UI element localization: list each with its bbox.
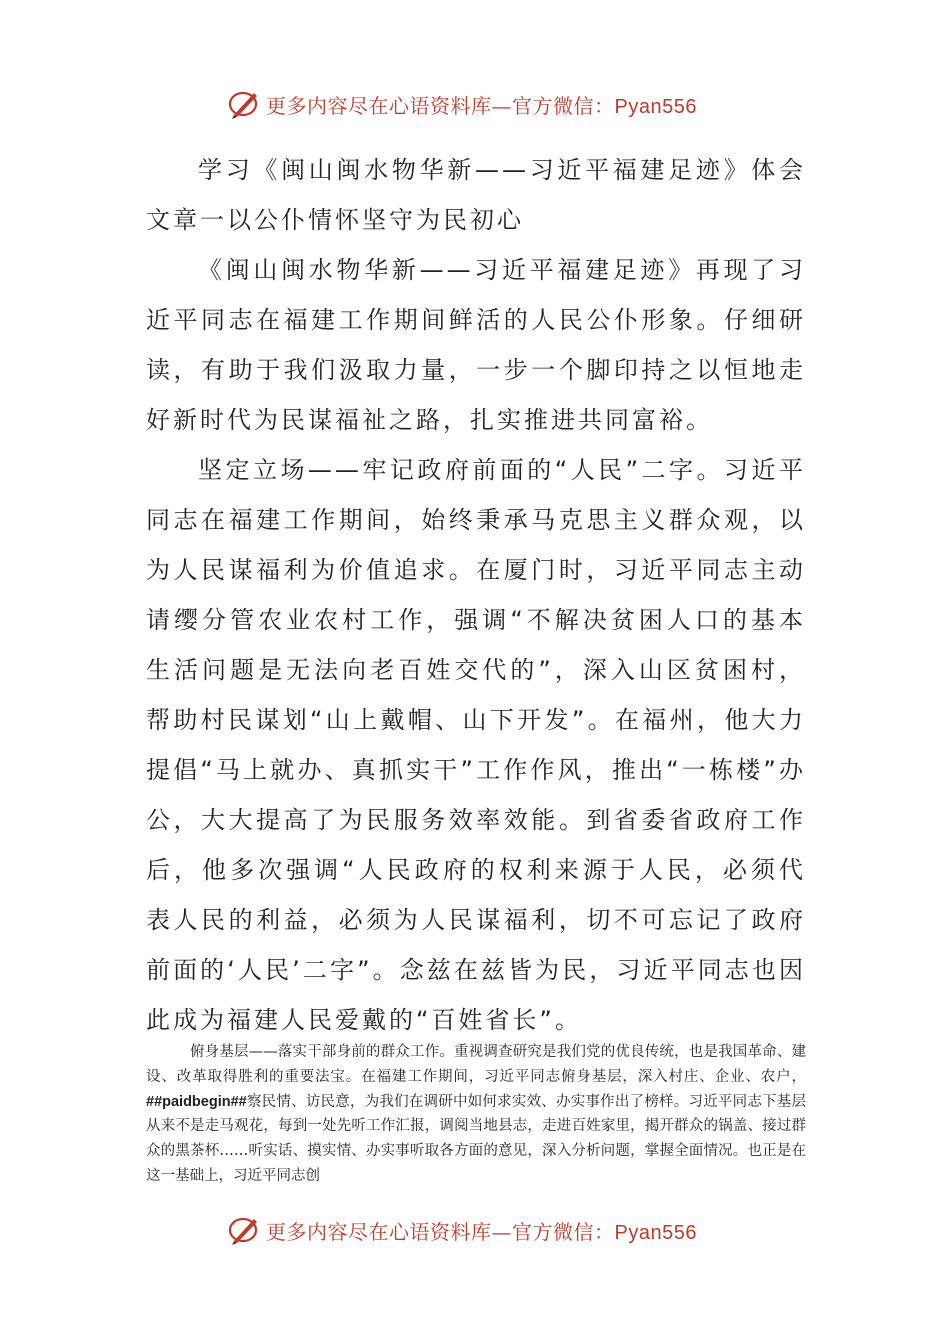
document-body [146,145,806,1045]
pen-logo-icon [228,1213,262,1247]
paragraph-stance: 坚定立场——牢记政府前面的“人民”二字。习近平同志在福建工作期间，始终秉承马克思主义群众观，以为人民谋福利为价值追求。在厦门时，习近平同志主动请缨分管农业农村工作，强调“不解决贫困人口的基本生活问题是无法向老百姓交代的”，深入山区贫困村，帮助村民谋划“山上戴帽、山下开发”。在福州，他大力提倡“马上就办、真抓实干”工作作风，推出“一栋楼”办公，大大提高了为民服务效率效能。到省委省政府工作后，他多次强调“人民政府的权利来源于人民，必须代表人民的利益，必须为人民谋福利，切不可忘记了政府前面的‘人民’二字”。念兹在兹皆为民，习近平同志也因此成为福建人民爱戴的“百姓省长”。 [146,456,806,1034]
header-wechat-id: Pyan556 [614,95,697,118]
pen-logo-icon [228,87,262,121]
paragraph-grassroots: 俯身基层——落实干部身前的群众工作。重视调查研究是我们党的优良传统，也是我国革命、建设、改革取得胜利的重要法宝。在福建工作期间，习近平同志俯身基层，深入村庄、企业、农户，##paidbegin##察民情、访民意，为我们在调研中如何求实效、办实事作出了榜样。习近平同志下基层从来不是走马观花，每到一处先听工作汇报，调阅当地县志，走进百姓家里，揭开群众的锅盖、接过群众的黑茶杯……听实话、摸实情、办实事听取各方面的意见，深入分析问题，掌握全面情况。也正是在这一基础上，习近平同志创 [146,1044,806,1184]
paragraph-intro: 《闽山闽水物华新——习近平福建足迹》再现了习近平同志在福建工作期间鲜活的人民公仆形象。仔细研读，有助于我们汲取力量，一步一个脚印持之以恒地走好新时代为民谋福祉之路，扎实推进共同富裕。 [146,256,806,434]
header-banner [228,84,748,124]
header-banner-text: 更多内容尽在心语资料库—官方微信：Pyan556 [266,93,697,118]
footer-banner-text: 更多内容尽在心语资料库—官方微信：Pyan556 [266,1219,697,1244]
paid-marker: ##paidbegin## [146,1093,247,1110]
document-title: 学习《闽山闽水物华新——习近平福建足迹》体会文章一以公仆情怀坚守为民初心 [146,156,806,234]
footer-wechat-id: Pyan556 [614,1221,697,1244]
footer-banner [228,1210,748,1250]
